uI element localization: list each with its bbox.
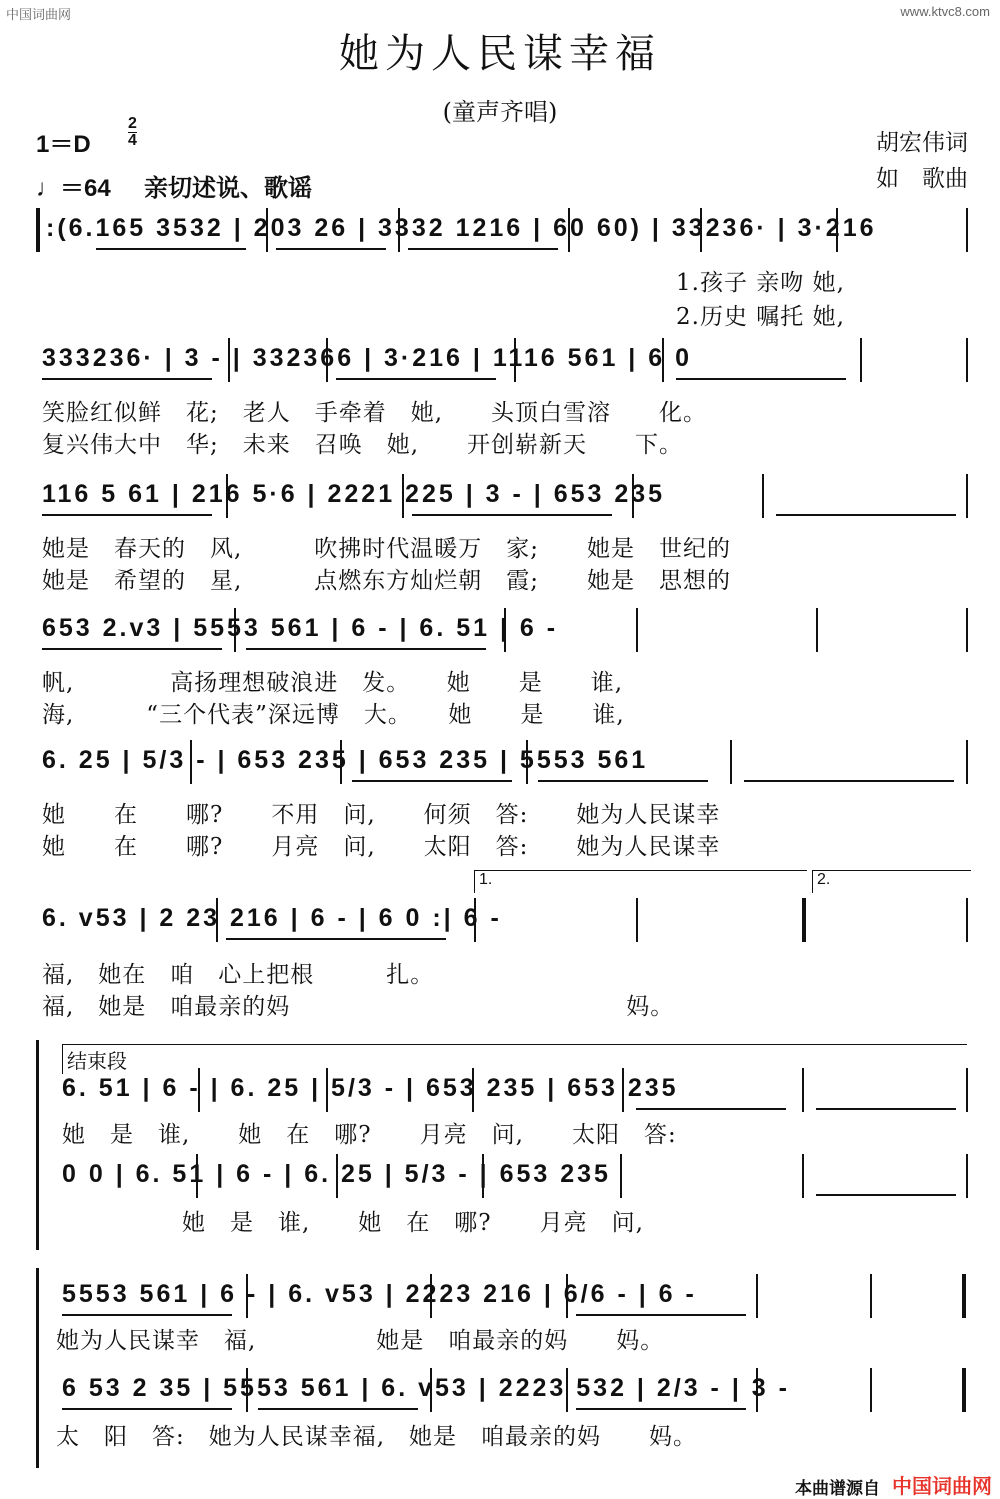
lyrics-verse-1: 福, 她在 咱 心上把根 扎。 <box>42 962 435 988</box>
section-label: 结束段 <box>62 1044 967 1074</box>
score-row-8 <box>36 1268 970 1468</box>
notes-upper: 5553 561 | 6 - | 6. v53 | 2223 216 | 6/6 - | 6 - <box>62 1280 697 1308</box>
staff <box>36 338 970 382</box>
song-subtitle: (童声齐唱) <box>442 98 558 126</box>
lyrics-lower: 她 是 谁, 她 在 哪? 月亮 问, <box>62 1210 644 1236</box>
notes: 653 2.v3 | 5553 561 | 6 - | 6. 51 | 6 - <box>42 614 559 642</box>
lyrics-verse-1: 笑脸红似鲜 花; 老人 手牵着 她, 头顶白雪溶 化。 <box>42 400 708 426</box>
notes: 333236· | 3 - | 332366 | 3·216 | 1116 561 | 6 0 <box>42 344 692 372</box>
tempo-marking: ♩＝64 <box>36 175 111 202</box>
score-row-1 <box>36 208 970 328</box>
lyrics-verse-2: 复兴伟大中 华; 未来 召唤 她, 开创崭新天 下。 <box>42 432 684 458</box>
footer-source-text: 本曲谱源自 <box>795 1479 880 1498</box>
footer-brand-logo: 中国词曲网 <box>892 1476 992 1498</box>
composer-credit: 如 歌曲 <box>876 166 968 192</box>
lyrics-verse-2: 她 在 哪? 月亮 问, 太阳 答: 她为人民谋幸 <box>42 834 721 860</box>
staff-lower <box>36 1368 970 1412</box>
staff <box>36 474 970 518</box>
lyrics-lower: 太 阳 答: 她为人民谋幸福, 她是 咱最亲的妈 妈。 <box>56 1424 698 1450</box>
song-title: 她为人民谋幸福 <box>339 31 661 77</box>
lyricist-credit: 胡宏伟词 <box>876 130 968 156</box>
lyrics-verse-1: 她 在 哪? 不用 问, 何须 答: 她为人民谋幸 <box>42 802 721 828</box>
time-sig-top: 2 <box>128 115 137 132</box>
notes: 116 5 61 | 216 5·6 | 2221 225 | 3 - | 653 235 <box>42 480 666 508</box>
score-row-4 <box>36 608 970 728</box>
score-row-5 <box>36 740 970 860</box>
staff <box>36 608 970 652</box>
lyrics-upper: 她为人民谋幸 福, 她是 咱最亲的妈 妈。 <box>56 1328 665 1354</box>
score-row-7 <box>36 1040 970 1250</box>
lyrics-verse-2: 2.历史 嘱托 她, <box>676 304 845 330</box>
staff <box>36 740 970 784</box>
key-signature: 1＝D <box>36 131 91 158</box>
lyrics-upper: 她 是 谁, 她 在 哪? 月亮 问, 太阳 答: <box>62 1122 677 1148</box>
staff <box>36 208 970 252</box>
watermark-right: www.ktvc8.com <box>900 4 990 19</box>
watermark-left: 中国词曲网 <box>6 7 72 22</box>
time-sig-bottom: 4 <box>128 132 137 149</box>
notes: :(6.165 3532 | 203 26 | 3332 1216 | 60 60) | 33236· | 3·216 <box>46 214 877 242</box>
lyrics-verse-2: 福, 她是 咱最亲的妈 妈。 <box>42 994 675 1020</box>
time-signature <box>128 116 137 149</box>
staff-upper <box>36 1274 970 1318</box>
score-row-2 <box>36 338 970 458</box>
notes: 6. 25 | 5/3 - | 653 235 | 653 235 | 5553 561 <box>42 746 649 774</box>
staff-upper <box>36 1068 970 1112</box>
score-row-6 <box>36 870 970 1020</box>
score-row-3 <box>36 474 970 594</box>
staff <box>36 898 970 942</box>
lyrics-verse-1: 1.孩子 亲吻 她, <box>676 270 845 296</box>
lyrics-verse-2: 海, “三个代表”深远博 大。 她 是 谁, <box>42 702 625 728</box>
notes-lower: 6 53 2 35 | 5553 561 | 6. v53 | 2223 532 | 2/3 - | 3 - <box>62 1374 790 1402</box>
lyrics-verse-2: 她是 希望的 星, 点燃东方灿烂朝 霞; 她是 思想的 <box>42 568 732 594</box>
notes-lower: 0 0 | 6. 51 | 6 - | 6. 25 | 5/3 - | 653 235 <box>62 1160 611 1188</box>
notes-upper: 6. 51 | 6 - | 6. 25 | 5/3 - | 653 235 | 653 235 <box>62 1074 679 1102</box>
staff-lower <box>36 1154 970 1198</box>
expression-marking: 亲切述说、歌谣 <box>144 175 312 202</box>
lyrics-verse-1: 她是 春天的 风, 吹拂时代温暖万 家; 她是 世纪的 <box>42 536 732 562</box>
notes: 6. v53 | 2 23 216 | 6 - | 6 0 :| 6 - <box>42 904 502 932</box>
lyrics-verse-1: 帆, 高扬理想破浪进 发。 她 是 谁, <box>42 670 624 696</box>
volta-second-ending: 2. <box>812 870 971 893</box>
volta-first-ending: 1. <box>474 870 807 893</box>
